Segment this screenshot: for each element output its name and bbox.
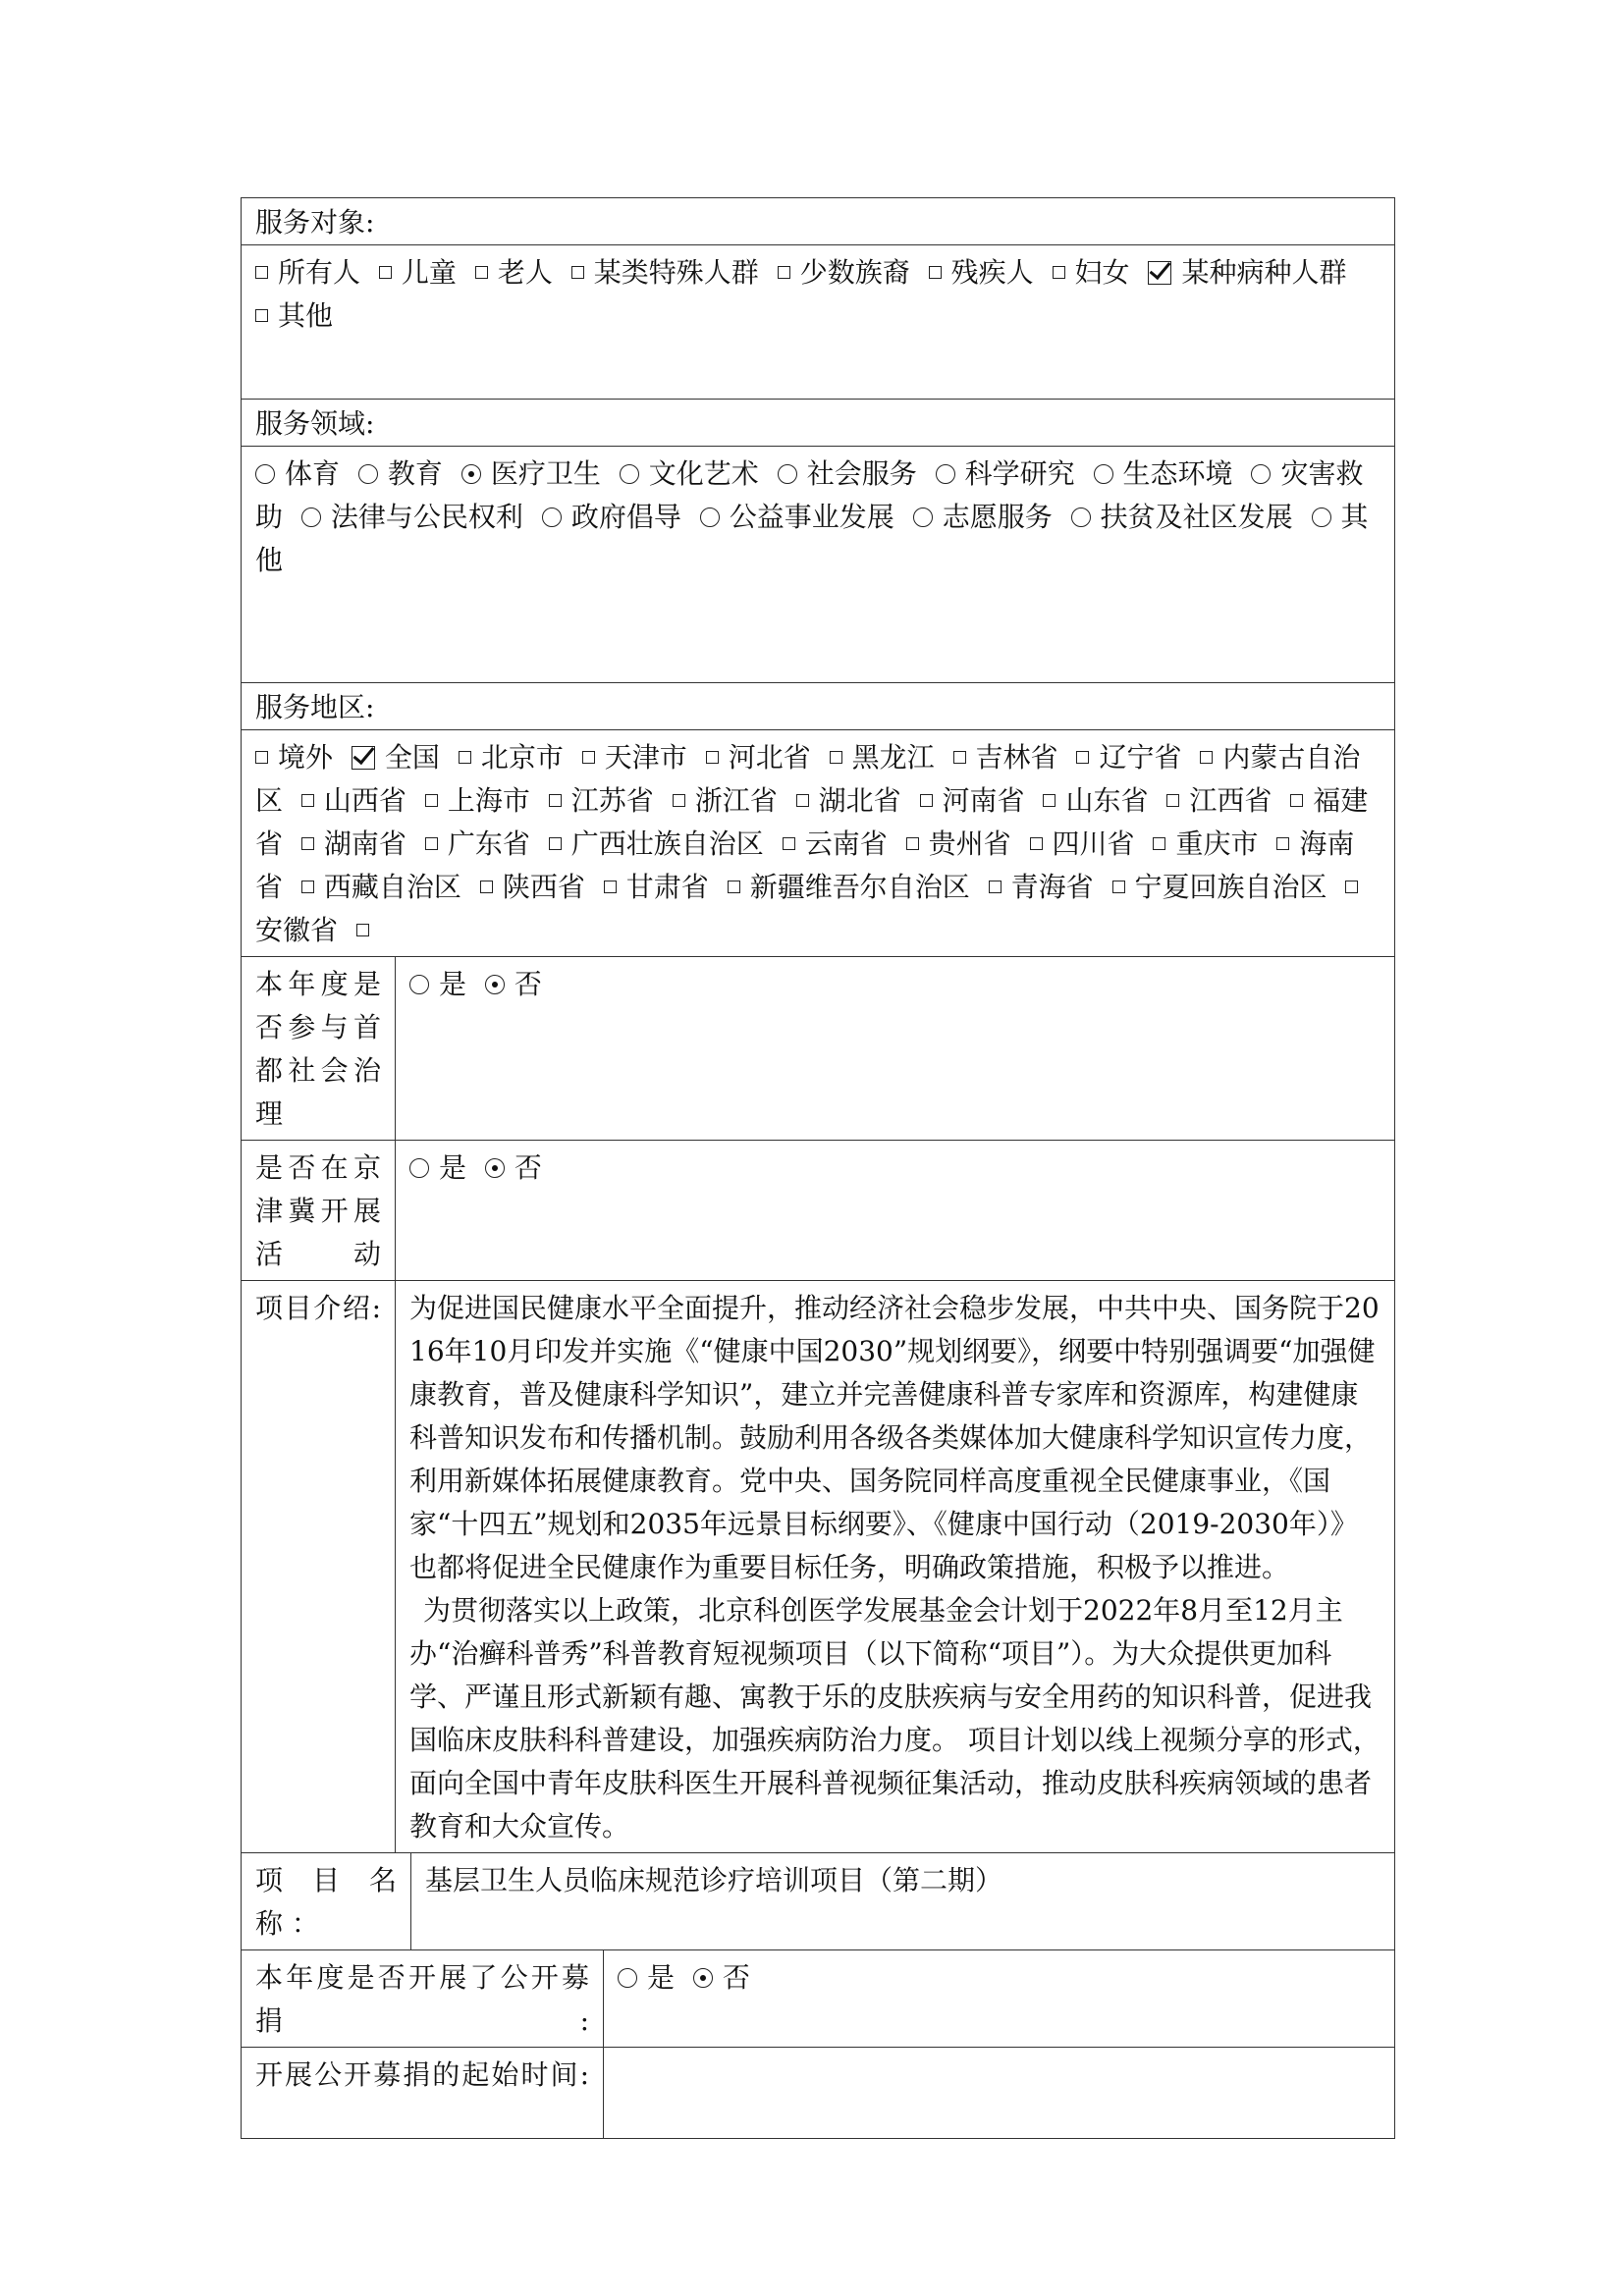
option-label: 湖北省 [818, 784, 901, 817]
jingjinji-label: 是否在京津冀开展活动 [242, 1141, 396, 1281]
service-region-option[interactable] [425, 784, 530, 817]
option-label: 志愿服务 [942, 501, 1053, 533]
service-region-option[interactable] [673, 784, 778, 817]
radio-empty-icon [1071, 507, 1091, 527]
capital-governance-yes[interactable]: 是 [409, 968, 466, 1000]
project-form-table [241, 197, 1395, 2139]
service-target-option[interactable] [1053, 256, 1130, 289]
radio-selected-icon [485, 975, 505, 994]
checkbox-empty-icon [1290, 794, 1303, 807]
radio-empty-icon [618, 1968, 637, 1988]
option-label: 浙江省 [694, 784, 778, 817]
service-field-option[interactable] [358, 457, 443, 490]
intro-paragraph-1: 为促进国民健康水平全面提升，推动经济社会稳步发展，中共中央、国务院于2016年10月印发并实施《“健康中国2030”规划纲要》，纲要中特别强调要“加强健康教育，普及健康科学知识”，建立并完善健康科普专家库和资源库，构建健康科普知识发布和传播机制。鼓励利用各级各类媒体加大健康科学知识宣传力度，利用新媒体拓展健康教育。党中央、国务院同样高度重视全民健康事业，《国家“十四五”规划和2035年远景目标纲要》、《健康中国行动（2019-2030年）》也都将促进全民健康作为重要目标任务，明确政策措施，积极予以推进。 [409, 1292, 1380, 1583]
service-region-option[interactable] [425, 828, 530, 860]
service-target-option[interactable] [255, 256, 360, 289]
checkbox-empty-icon [1166, 794, 1179, 807]
option-label: 广东省 [447, 828, 530, 860]
service-region-option[interactable] [352, 741, 440, 774]
intro-text [396, 1281, 1395, 1853]
jingjinji-no[interactable]: 否 [485, 1151, 542, 1184]
service-region-option[interactable] [255, 741, 333, 774]
service-region-option[interactable] [1030, 828, 1135, 860]
option-label: 体育 [285, 457, 341, 490]
option-label: 境外 [278, 741, 334, 774]
radio-empty-icon [301, 507, 321, 527]
service-field-option[interactable] [1094, 457, 1233, 490]
checkbox-empty-icon [425, 794, 438, 807]
service-field-option[interactable] [620, 457, 759, 490]
service-region-option[interactable] [1112, 871, 1327, 903]
option-label: 少数族裔 [799, 256, 910, 289]
option-label: 海南省 [255, 828, 1355, 903]
checkbox-checked-icon [1148, 261, 1171, 285]
service-field-option[interactable] [913, 501, 1053, 533]
option-label: 山西省 [323, 784, 406, 817]
service-region-option[interactable] [459, 741, 564, 774]
option-label: 灾害救助 [255, 457, 1364, 533]
checkbox-empty-icon [796, 794, 809, 807]
option-label: 某种病种人群 [1181, 256, 1347, 289]
radio-empty-icon [255, 464, 275, 484]
service-region-option[interactable] [301, 784, 406, 817]
option-label: 内蒙古自治区 [255, 741, 1361, 817]
option-label: 某类特殊人群 [593, 256, 759, 289]
option-label: 江西省 [1189, 784, 1272, 817]
service-target-options [242, 245, 1395, 400]
option-label: 儿童 [401, 256, 457, 289]
option-label: 广西壮族自治区 [570, 828, 764, 860]
checkbox-empty-icon [1153, 837, 1165, 850]
radio-empty-icon [700, 507, 720, 527]
radio-selected-icon [485, 1158, 505, 1178]
radio-empty-icon [1312, 507, 1331, 527]
checkbox-empty-icon [356, 924, 369, 936]
service-target-option[interactable] [571, 256, 759, 289]
option-label: 社会服务 [806, 457, 917, 490]
service-region-option[interactable] [301, 828, 406, 860]
service-region-option[interactable] [728, 871, 970, 903]
checkbox-empty-icon [459, 751, 471, 764]
option-label: 残疾人 [950, 256, 1034, 289]
option-label: 贵州省 [928, 828, 1011, 860]
option-label: 扶贫及社区发展 [1100, 501, 1293, 533]
option-label: 生态环境 [1122, 457, 1233, 490]
capital-governance-label: 本年度是否参与首都社会治理 [242, 957, 396, 1141]
option-label: 科学研究 [964, 457, 1075, 490]
option-label: 新疆维吾尔自治区 [749, 871, 970, 903]
option-label: 医疗卫生 [490, 457, 601, 490]
checkbox-empty-icon [989, 881, 1001, 893]
checkbox-empty-icon [673, 794, 685, 807]
checkbox-empty-icon [255, 751, 268, 764]
service-region-option[interactable] [1153, 828, 1258, 860]
service-target-option[interactable] [1148, 256, 1346, 289]
option-label: 天津市 [604, 741, 687, 774]
public-fundraising-yes[interactable]: 是 [618, 1961, 675, 1994]
service-region-options [242, 730, 1395, 957]
option-label: 青海省 [1010, 871, 1094, 903]
intro-label: 项目介绍: [242, 1281, 396, 1853]
option-label: 宁夏回族自治区 [1134, 871, 1327, 903]
service-region-option[interactable] [549, 784, 654, 817]
radio-empty-icon [620, 464, 639, 484]
option-label: 河北省 [728, 741, 811, 774]
option-label: 妇女 [1074, 256, 1130, 289]
option-label: 老人 [497, 256, 553, 289]
checkbox-empty-icon [1053, 266, 1065, 279]
service-field-options [242, 447, 1395, 683]
service-region-option[interactable] [301, 871, 461, 903]
option-label: 全国 [384, 741, 440, 774]
service-target-option[interactable] [379, 256, 457, 289]
public-fundraising-radio [604, 1950, 1395, 2048]
service-region-option[interactable] [1076, 741, 1181, 774]
option-label: 湖南省 [323, 828, 406, 860]
checkbox-empty-icon [604, 881, 617, 893]
service-region-option[interactable] [480, 871, 585, 903]
option-label: 上海市 [447, 784, 530, 817]
service-field-option[interactable] [700, 501, 894, 533]
checkbox-empty-icon [1076, 751, 1089, 764]
option-label: 四川省 [1052, 828, 1135, 860]
option-label: 甘肃省 [625, 871, 709, 903]
service-target-option[interactable] [778, 256, 910, 289]
service-region-option[interactable] [830, 741, 935, 774]
option-label: 河南省 [942, 784, 1025, 817]
option-label: 陕西省 [502, 871, 585, 903]
checkbox-empty-icon [425, 837, 438, 850]
checkbox-empty-icon [830, 751, 842, 764]
checkbox-empty-icon [1112, 881, 1125, 893]
option-label: 法律与公民权利 [330, 501, 523, 533]
checkbox-empty-icon [582, 751, 595, 764]
checkbox-empty-icon [475, 266, 488, 279]
fundraising-start-label: 开展公开募捐的起始时间: [242, 2048, 604, 2139]
option-label: 安徽省 [255, 914, 339, 946]
service-field-option[interactable] [778, 457, 917, 490]
checkbox-empty-icon [255, 309, 268, 322]
service-field-label: 服务领域: [242, 400, 1395, 447]
checkbox-empty-icon [1030, 837, 1043, 850]
service-region-option[interactable] [953, 741, 1058, 774]
radio-empty-icon [358, 464, 378, 484]
checkbox-checked-icon [352, 746, 375, 770]
radio-empty-icon [1251, 464, 1271, 484]
option-label: 吉林省 [975, 741, 1058, 774]
fundraising-start-value[interactable] [604, 2048, 1395, 2139]
service-target-option[interactable] [255, 299, 333, 332]
service-field-option[interactable] [461, 457, 601, 490]
checkbox-empty-icon [301, 794, 314, 807]
checkbox-empty-icon [929, 266, 942, 279]
service-region-option[interactable] [706, 741, 811, 774]
option-label: 云南省 [804, 828, 888, 860]
checkbox-empty-icon [778, 266, 790, 279]
service-field-option[interactable] [936, 457, 1075, 490]
checkbox-empty-icon [1276, 837, 1289, 850]
service-region-option[interactable] [549, 828, 764, 860]
option-label: 教育 [387, 457, 443, 490]
checkbox-empty-icon [571, 266, 584, 279]
radio-empty-icon [409, 975, 429, 994]
checkbox-empty-icon [906, 837, 919, 850]
checkbox-empty-icon [1043, 794, 1056, 807]
intro-paragraph-2: 为贯彻落实以上政策，北京科创医学发展基金会计划于2022年8月至12月主办“治癣科普秀”科普教育短视频项目（以下简称“项目”）。为大众提供更加科学、严谨且形式新颖有趣、寓教于乐的皮肤疾病与安全用药的知识科普，促进我国临床皮肤科科普建设，加强疾病防治力度。 项目计划以线上视频分享的形式，面向全国中青年皮肤科医生开展科普视频征集活动，推动皮肤科疾病领域的患者教育和大众宣传。 [409, 1594, 1380, 1842]
checkbox-empty-icon [1345, 881, 1358, 893]
service-region-option[interactable] [920, 784, 1025, 817]
checkbox-empty-icon [953, 751, 966, 764]
radio-selected-icon [461, 464, 481, 484]
public-fundraising-label: 本年度是否开展了公开募捐: [242, 1950, 604, 2048]
service-region-option[interactable] [604, 871, 709, 903]
form-page [241, 197, 1394, 2139]
checkbox-empty-icon [255, 266, 268, 279]
radio-selected-icon [693, 1968, 713, 1988]
option-label: 辽宁省 [1099, 741, 1182, 774]
project-name-label: 项 目 名 称 ： [242, 1853, 411, 1950]
checkbox-empty-icon [728, 881, 740, 893]
checkbox-empty-icon [379, 266, 392, 279]
service-target-option[interactable] [929, 256, 1034, 289]
service-region-option[interactable] [1043, 784, 1148, 817]
option-label: 其他 [278, 299, 334, 332]
service-target-label: 服务对象: [242, 198, 1395, 245]
checkbox-empty-icon [1200, 751, 1213, 764]
option-label: 政府倡导 [570, 501, 681, 533]
option-label: 江苏省 [570, 784, 654, 817]
capital-governance-no[interactable]: 否 [485, 968, 542, 1000]
option-label: 西藏自治区 [323, 871, 461, 903]
radio-empty-icon [409, 1158, 429, 1178]
option-label: 山东省 [1065, 784, 1149, 817]
checkbox-empty-icon [549, 837, 562, 850]
checkbox-empty-icon [301, 837, 314, 850]
option-label: 文化艺术 [648, 457, 759, 490]
service-region-option[interactable] [906, 828, 1011, 860]
service-region-label: 服务地区: [242, 683, 1395, 730]
service-region-option[interactable] [1166, 784, 1272, 817]
capital-governance-radio [396, 957, 1395, 1141]
service-field-option[interactable] [255, 457, 340, 490]
checkbox-empty-icon [301, 881, 314, 893]
option-label: 福建省 [255, 784, 1369, 860]
service-region-option[interactable] [356, 914, 379, 946]
option-label: 所有人 [278, 256, 361, 289]
option-label: 公益事业发展 [729, 501, 894, 533]
option-label: 重庆市 [1175, 828, 1259, 860]
service-field-option[interactable] [301, 501, 523, 533]
option-label: 其他 [255, 501, 1369, 576]
checkbox-empty-icon [783, 837, 795, 850]
checkbox-empty-icon [480, 881, 493, 893]
radio-empty-icon [913, 507, 933, 527]
checkbox-empty-icon [549, 794, 562, 807]
project-name-value: 基层卫生人员临床规范诊疗培训项目（第二期） [411, 1853, 1395, 1950]
radio-empty-icon [542, 507, 562, 527]
service-region-option[interactable] [783, 828, 888, 860]
checkbox-empty-icon [706, 751, 719, 764]
service-target-option[interactable] [475, 256, 553, 289]
radio-empty-icon [1094, 464, 1113, 484]
service-region-option[interactable] [582, 741, 687, 774]
radio-empty-icon [936, 464, 955, 484]
service-field-option[interactable] [1071, 501, 1293, 533]
radio-empty-icon [778, 464, 797, 484]
jingjinji-radio [396, 1141, 1395, 1281]
service-field-option[interactable] [542, 501, 681, 533]
public-fundraising-no[interactable]: 否 [693, 1961, 750, 1994]
option-label: 北京市 [480, 741, 564, 774]
jingjinji-yes[interactable]: 是 [409, 1151, 466, 1184]
option-label: 黑龙江 [851, 741, 935, 774]
service-region-option[interactable] [796, 784, 901, 817]
checkbox-empty-icon [920, 794, 933, 807]
service-region-option[interactable] [989, 871, 1094, 903]
